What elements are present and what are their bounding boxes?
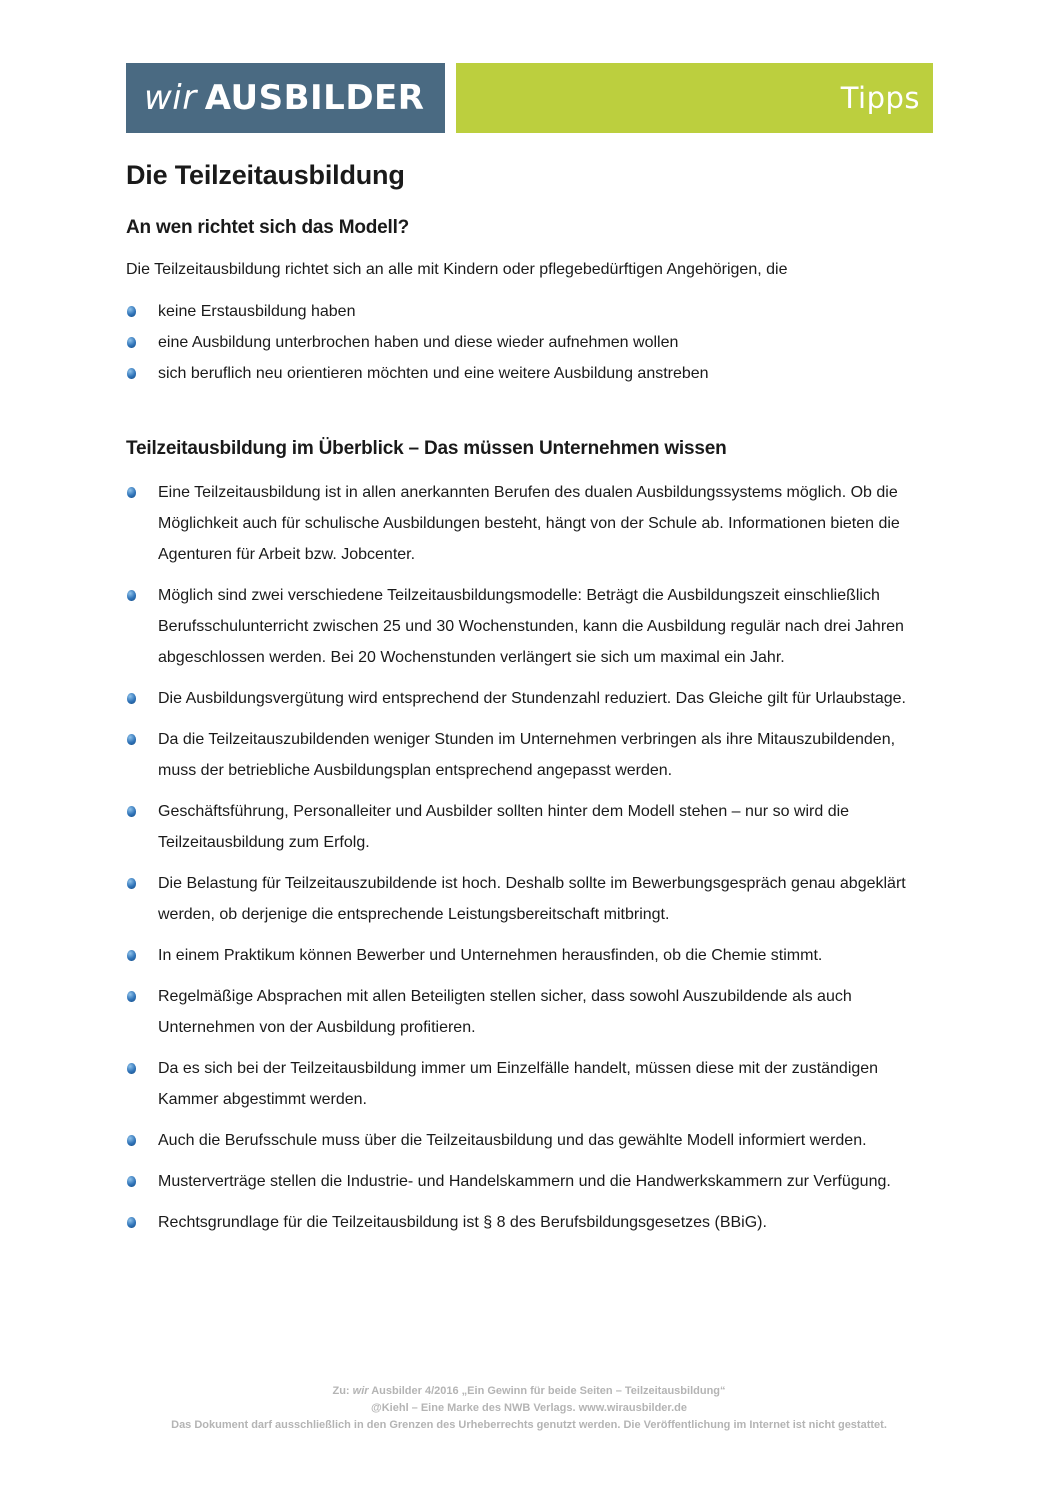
list-item-text: Regelmäßige Absprachen mit allen Beteiligten stellen sicher, dass sowohl Auszubildende als auch Unternehmen von der Ausbildung profitieren.: [158, 988, 852, 1036]
target-group-list: [126, 296, 936, 389]
bullet-icon: [127, 487, 136, 498]
list-item: [126, 477, 936, 570]
logo-ausbilder-text: AUSBILDER: [204, 78, 425, 118]
footer-prefix: Zu:: [332, 1385, 353, 1397]
footer-source-line: [0, 1383, 1058, 1400]
bullet-icon: [127, 368, 136, 379]
page-footer: [0, 1383, 1058, 1434]
list-item: [126, 1053, 936, 1115]
list-item-text: Eine Teilzeitausbildung ist in allen anerkannten Berufen des dualen Ausbildungssystems möglich. Ob die Möglichkeit auch für schulische Ausbildungen besteht, hängt von der Schule ab. Informationen bieten die Agenturen für Arbeit bzw. Jobcenter.: [158, 484, 900, 563]
list-item: [126, 724, 936, 786]
footer-copyright-line: @Kiehl – Eine Marke des NWB Verlags. www.wirausbilder.de: [371, 1402, 687, 1414]
list-item: [126, 580, 936, 673]
company-facts-list: [126, 477, 936, 1248]
list-item-text: eine Ausbildung unterbrochen haben und diese wieder aufnehmen wollen: [158, 334, 679, 351]
bullet-icon: [127, 337, 136, 348]
bullet-icon: [127, 590, 136, 601]
bullet-icon: [127, 878, 136, 889]
list-item: [126, 1166, 936, 1197]
tipps-label: Tipps: [840, 81, 920, 115]
list-item-text: sich beruflich neu orientieren möchten und eine weitere Ausbildung anstreben: [158, 365, 709, 382]
list-item-text: Möglich sind zwei verschiedene Teilzeitausbildungsmodelle: Beträgt die Ausbildungszeit einschließlich Berufsschulunterricht zwischen 25 und 30 Wochenstunden, kann die Ausbildung regulär nach drei Jahren abgeschlossen werden. Bei 20 Wochenstunden verlängert sie sich um maximal ein Jahr.: [158, 587, 904, 666]
footer-wir: wir: [352, 1385, 369, 1397]
list-item-text: Da es sich bei der Teilzeitausbildung immer um Einzelfälle handelt, müssen diese mit der zuständigen Kammer abgestimmt werden.: [158, 1060, 879, 1108]
list-item-text: In einem Praktikum können Bewerber und Unternehmen herausfinden, ob die Chemie stimmt.: [158, 947, 823, 964]
bullet-icon: [127, 991, 136, 1002]
list-item: [126, 981, 936, 1043]
list-item-text: Da die Teilzeitauszubildenden weniger Stunden im Unternehmen verbringen als ihre Mitauszubildenden, muss der betriebliche Ausbildungsplan entsprechend angepasst werden.: [158, 731, 896, 779]
footer-usage-notice: Das Dokument darf ausschließlich in den Grenzen des Urheberrechts genutzt werden. Die Veröffentlichung im Internet ist nicht gestattet.: [171, 1419, 887, 1431]
bullet-icon: [127, 1217, 136, 1228]
bullet-icon: [127, 693, 136, 704]
list-item: [126, 796, 936, 858]
section-heading-modell: An wen richtet sich das Modell?: [126, 217, 410, 238]
page-title: Die Teilzeitausbildung: [126, 160, 405, 190]
intro-paragraph: Die Teilzeitausbildung richtet sich an alle mit Kindern oder pflegebedürftigen Angehörigen, die: [126, 261, 788, 278]
bullet-icon: [127, 734, 136, 745]
wir-ausbilder-logo: [126, 63, 445, 133]
list-item: [126, 358, 936, 389]
list-item: [126, 1125, 936, 1156]
footer-source-text: Ausbilder 4/2016 „Ein Gewinn für beide Seiten – Teilzeitausbildung“: [368, 1385, 726, 1397]
logo-wir-text: wir: [144, 78, 197, 118]
list-item: [126, 868, 936, 930]
list-item-text: keine Erstausbildung haben: [158, 303, 356, 320]
bullet-icon: [127, 1176, 136, 1187]
bullet-icon: [127, 806, 136, 817]
bullet-icon: [127, 1063, 136, 1074]
bullet-icon: [127, 950, 136, 961]
list-item-text: Auch die Berufsschule muss über die Teilzeitausbildung und das gewählte Modell informiert werden.: [158, 1132, 867, 1149]
list-item: [126, 940, 936, 971]
page-header: [126, 63, 933, 133]
section-heading-ueberblick: Teilzeitausbildung im Überblick – Das müssen Unternehmen wissen: [126, 438, 727, 459]
bullet-icon: [127, 306, 136, 317]
list-item: [126, 683, 936, 714]
list-item: [126, 1207, 936, 1238]
list-item: [126, 296, 936, 327]
list-item-text: Musterverträge stellen die Industrie- und Handelskammern und die Handwerkskammern zur Verfügung.: [158, 1173, 891, 1190]
list-item-text: Rechtsgrundlage für die Teilzeitausbildung ist § 8 des Berufsbildungsgesetzes (BBiG).: [158, 1214, 767, 1231]
list-item: [126, 327, 936, 358]
list-item-text: Die Ausbildungsvergütung wird entsprechend der Stundenzahl reduziert. Das Gleiche gilt für Urlaubstage.: [158, 690, 906, 707]
list-item-text: Die Belastung für Teilzeitauszubildende ist hoch. Deshalb sollte im Bewerbungsgespräch genau abgeklärt werden, ob derjenige die entsprechende Leistungsbereitschaft mitbringt.: [158, 875, 906, 923]
bullet-icon: [127, 1135, 136, 1146]
tipps-banner: [456, 63, 933, 133]
list-item-text: Geschäftsführung, Personalleiter und Ausbilder sollten hinter dem Modell stehen – nur so wird die Teilzeitausbildung zum Erfolg.: [158, 803, 850, 851]
